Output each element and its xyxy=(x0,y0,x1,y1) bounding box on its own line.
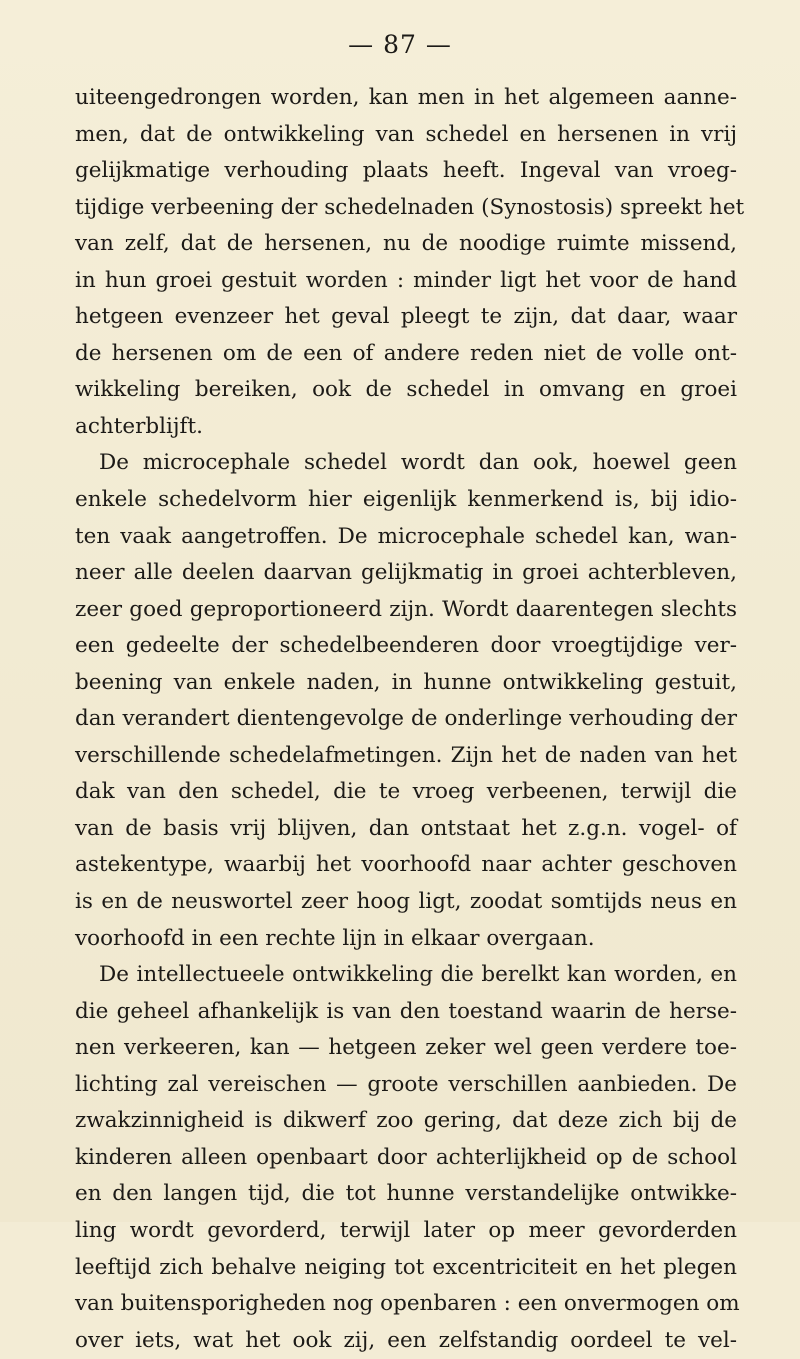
text-line: tijdige verbeening der schedelnaden (Synostosis) spreekt het xyxy=(75,194,745,220)
text-line: van buitensporigheden nog openbaren : een onvermogen om xyxy=(75,1291,740,1317)
text-line: neer alle deelen daarvan gelijkmatig in groei achterbleven, xyxy=(75,560,737,586)
text-line: De intellectueele ontwikkeling die berelkt kan worden, en xyxy=(99,962,737,988)
text-line: is en de neuswortel zeer hoog ligt, zoodat somtijds neus en xyxy=(75,889,737,915)
text-line: astekentype, waarbij het voorhoofd naar achter geschoven xyxy=(75,852,737,878)
text-line: die geheel afhankelijk is van den toestand waarin de herse- xyxy=(75,998,737,1024)
text-line: zwakzinnigheid is dikwerf zoo gering, dat deze zich bij de xyxy=(75,1108,737,1134)
text-line: leeftijd zich behalve neiging tot excentriciteit en het plegen xyxy=(75,1254,737,1280)
text-line: lichting zal vereischen — groote verschillen aanbieden. De xyxy=(75,1071,737,1097)
text-line: nen verkeeren, kan — hetgeen zeker wel geen verdere toe- xyxy=(75,1035,737,1061)
text-line: ten vaak aangetroffen. De microcephale schedel kan, wan- xyxy=(75,523,737,549)
text-line: beening van enkele naden, in hunne ontwikkeling gestuit, xyxy=(75,669,737,695)
text-line: dan verandert dientengevolge de onderlinge verhouding der xyxy=(75,706,737,732)
text-line: van de basis vrij blijven, dan ontstaat het z.g.n. vogel- of xyxy=(75,815,737,841)
text-line: men, dat de ontwikkeling van schedel en hersenen in vrij xyxy=(75,121,737,147)
text-line: een gedeelte der schedelbeenderen door vroegtijdige ver- xyxy=(75,633,737,659)
text-line: dak van den schedel, die te vroeg verbeenen, terwijl die xyxy=(75,779,737,805)
text-line: en den langen tijd, die tot hunne verstandelijke ontwikke- xyxy=(75,1181,737,1207)
text-line: in hun groei gestuit worden : minder ligt het voor de hand xyxy=(75,267,737,293)
body-text xyxy=(75,80,745,1359)
text-line: kinderen alleen openbaart door achterlijkheid op de school xyxy=(75,1144,737,1170)
text-line: enkele schedelvorm hier eigenlijk kenmerkend is, bij idio- xyxy=(75,487,737,513)
text-line: over iets, wat het ook zij, een zelfstandig oordeel te vel- xyxy=(75,1327,737,1353)
text-line: de hersenen om de een of andere reden niet de volle ont- xyxy=(75,340,737,366)
text-line: gelijkmatige verhouding plaats heeft. Ingeval van vroeg- xyxy=(75,158,737,184)
text-line: uiteengedrongen worden, kan men in het algemeen aanne- xyxy=(75,85,737,110)
text-line: zeer goed geproportioneerd zijn. Wordt daarentegen slechts xyxy=(75,596,737,622)
text-line: van zelf, dat de hersenen, nu de noodige ruimte missend, xyxy=(75,231,737,257)
text-line: hetgeen evenzeer het geval pleegt te zijn, dat daar, waar xyxy=(75,304,737,330)
text-line: achterblijft. xyxy=(75,413,203,439)
text-line: De microcephale schedel wordt dan ook, hoewel geen xyxy=(99,450,737,476)
text-line: verschillende schedelafmetingen. Zijn het de naden van het xyxy=(75,742,737,768)
text-line: wikkeling bereiken, ook de schedel in omvang en groei xyxy=(75,377,737,403)
text-line: voorhoofd in een rechte lijn in elkaar overgaan. xyxy=(75,925,595,951)
page-number: — 87 — xyxy=(348,30,452,59)
text-line: ling wordt gevorderd, terwijl later op meer gevorderden xyxy=(75,1217,737,1243)
